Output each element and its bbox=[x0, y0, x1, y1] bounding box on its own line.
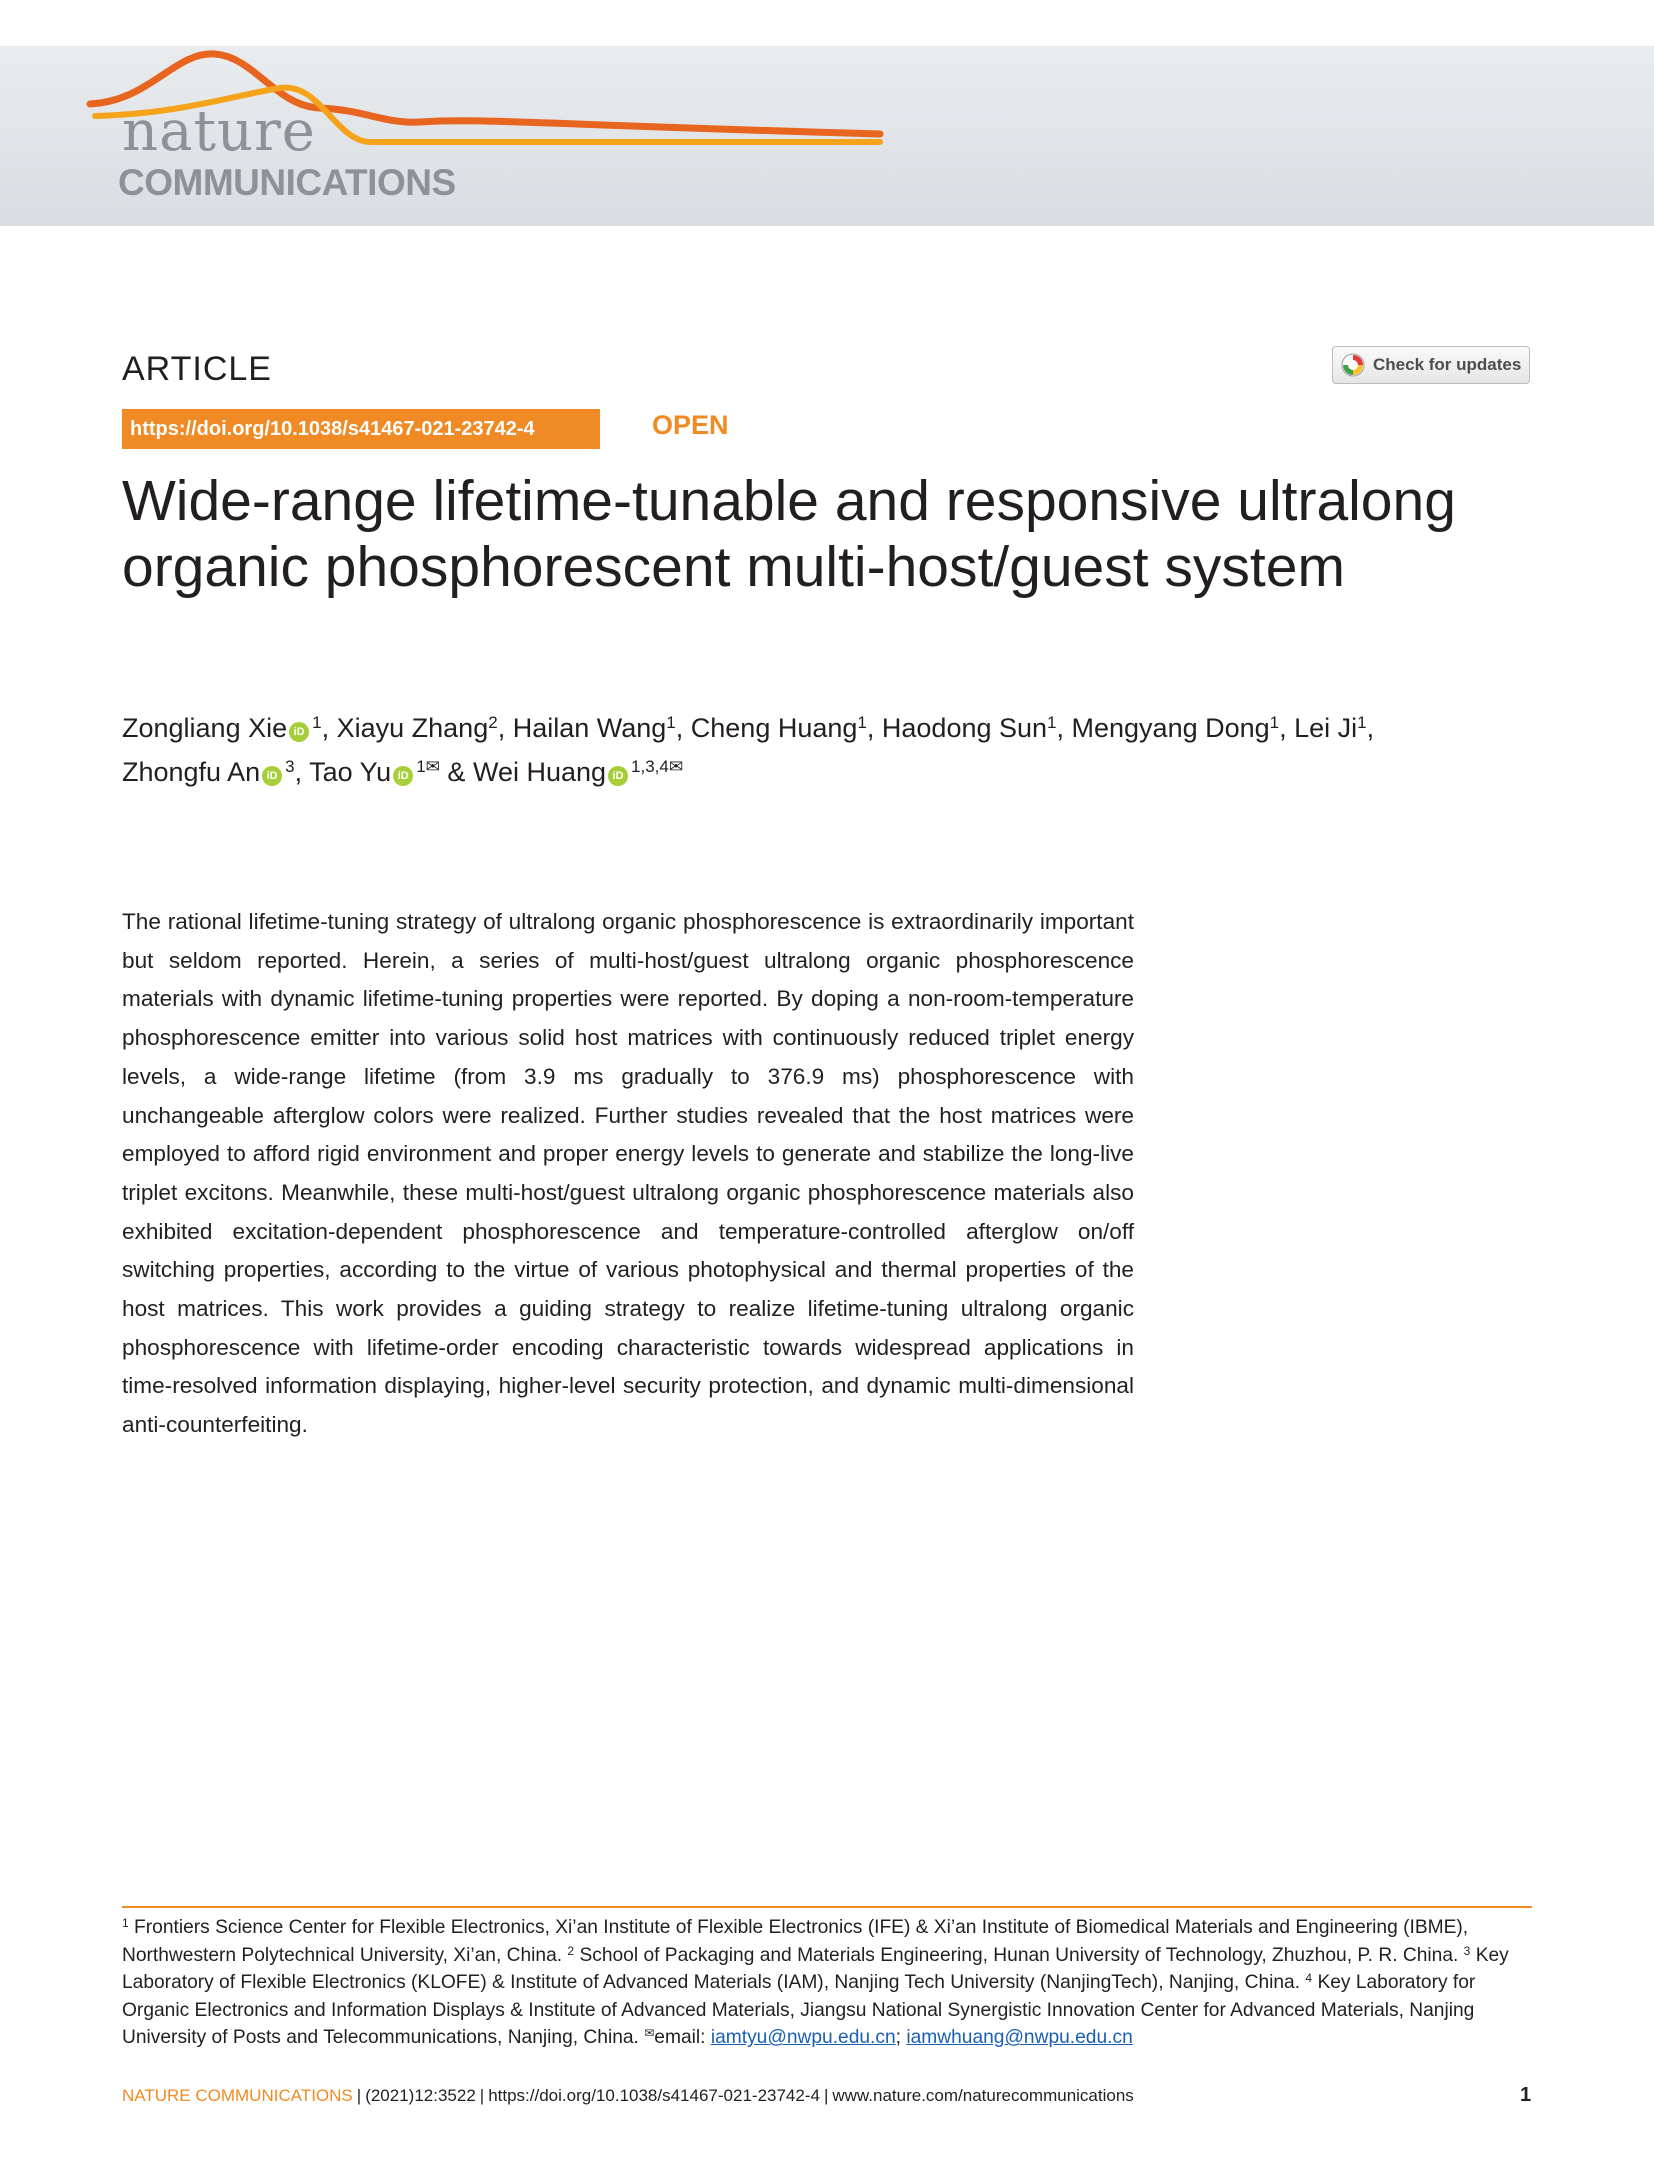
author-affiliation-number: 3 bbox=[285, 757, 295, 776]
author-name[interactable]: Haodong Sun bbox=[881, 713, 1048, 743]
affiliation-1: Frontiers Science Center for Flexible Electronics, Xi’an Institute of Flexible Electronics (IFE) & Xi’an Institute of Biomedical Materials and Engineering (IBME), Northwestern Polytechnical University, Xi’an, China. bbox=[122, 1917, 1469, 1966]
author-affiliation-number: 1 bbox=[1269, 713, 1280, 732]
author-name[interactable]: Zongliang Xie bbox=[122, 713, 288, 743]
author-conjunction: & bbox=[447, 757, 466, 787]
affiliation-divider bbox=[122, 1906, 1532, 1908]
footer-journal-name: NATURE COMMUNICATIONS bbox=[122, 2086, 353, 2105]
affiliation-4: Key Laboratory for Organic Electronics and Information Displays & Institute of Advanced Materials, Jiangsu National Synergistic Innovation Center for Advanced Materials, Nanjing University of Posts and Telecommunications, Nanjing, China. bbox=[122, 1972, 1476, 2049]
affiliation-3: Key Laboratory of Flexible Electronics (KLOFE) & Institute of Advanced Materials (IAM), Nanjing Tech University (NanjingTech), Nanjing, China. bbox=[122, 1944, 1509, 1994]
author-affiliation-number: 1 bbox=[666, 713, 676, 732]
author-affiliation-number: 2 bbox=[488, 713, 498, 732]
orcid-icon[interactable]: iD bbox=[262, 766, 282, 786]
open-access-label: OPEN bbox=[652, 410, 729, 440]
author-affiliation-number: 1 bbox=[312, 713, 322, 732]
article-title: Wide-range lifetime-tunable and responsive ultralong organic phosphorescent multi-host/guest system bbox=[122, 469, 1456, 599]
author-name[interactable]: Xiayu Zhang bbox=[336, 713, 489, 743]
email-label: email: bbox=[654, 2027, 706, 2049]
envelope-icon: ✉ bbox=[644, 2026, 655, 2041]
author-name[interactable]: Hailan Wang bbox=[512, 713, 667, 743]
author-name[interactable]: Mengyang Dong bbox=[1071, 713, 1270, 743]
affiliation-number: 3 bbox=[1463, 1943, 1471, 1958]
affiliation-number: 2 bbox=[567, 1943, 575, 1958]
footer-website-link[interactable]: www.nature.com/naturecommunications bbox=[832, 2086, 1134, 2105]
author-affiliation-number: 1✉ bbox=[416, 757, 440, 776]
journal-logo-communications[interactable]: COMMUNICATIONS bbox=[118, 162, 456, 203]
article-type-label: ARTICLE bbox=[122, 350, 272, 388]
author-affiliation-number: 1 bbox=[857, 713, 867, 732]
author-list: Zongliang Xie iD $^1$, Xiayu Zhang$^2$, Hailan Wang$^1$, Cheng Huang$^1$, Haodong Sun$^1$, Mengyang Dong$^1$, Lei Ji$^1$, Zhongfu An iD $^3$, Tao Yu iD $^{1✉}$ & Wei Huang iD $^{1,3,4✉}$ bbox=[122, 713, 1375, 787]
footer-separator: | bbox=[479, 2086, 485, 2105]
footer-separator: | bbox=[823, 2086, 829, 2105]
affiliation-number: 4 bbox=[1305, 1971, 1313, 1986]
journal-logo-nature[interactable]: nature bbox=[122, 99, 316, 164]
email-separator: ; bbox=[895, 2027, 901, 2049]
check-for-updates-label: Check for updates bbox=[1373, 355, 1522, 374]
page-footer bbox=[122, 2086, 1492, 2106]
author-affiliation-number: 1,3,4✉ bbox=[631, 757, 684, 776]
affiliation-2: School of Packaging and Materials Engineering, Hunan University of Technology, Zhuzhou, P. R. China. bbox=[579, 1944, 1459, 1966]
orcid-icon[interactable]: iD bbox=[608, 766, 628, 786]
doi-link[interactable]: https://doi.org/10.1038/s41467-021-23742-4 bbox=[130, 417, 535, 440]
affiliations-block bbox=[122, 1914, 1532, 2052]
footer-doi-link[interactable]: https://doi.org/10.1038/s41467-021-23742-4 bbox=[488, 2086, 820, 2105]
author-name[interactable]: Wei Huang bbox=[472, 757, 607, 787]
author-name[interactable]: Zhongfu An bbox=[122, 757, 261, 787]
author-name[interactable]: Lei Ji bbox=[1294, 713, 1358, 743]
email-link-1[interactable]: iamtyu@nwpu.edu.cn bbox=[710, 2027, 896, 2049]
abstract-text: The rational lifetime-tuning strategy of ultralong organic phosphorescence is extraordinarily important but seldom reported. Herein, a series of multi-host/guest ultralong organic phosphorescence materials with dynamic lifetime-tuning properties were reported. By doping a non-room-temperature phosphorescence emitter into various solid host matrices with continuously reduced triplet energy levels, a wide-range lifetime (from 3.9 ms gradually to 376.9 ms) phosphorescence with unchangeable afterglow colors were realized. Further studies revealed that the host matrices were employed to afford rigid environment and proper energy levels to generate and stabilize the long-live triplet excitons. Meanwhile, these multi-host/guest ultralong organic phosphorescence materials also exhibited excitation-dependent phosphorescence and temperature-controlled afterglow on/off switching properties, according to the virtue of various photophysical and thermal properties of the host matrices. This work provides a guiding strategy to realize lifetime-tuning ultralong organic phosphorescence with lifetime-order encoding characteristic towards widespread applications in time-resolved information displaying, higher-level security protection, and dynamic multi-dimensional anti-counterfeiting. bbox=[122, 909, 1134, 1438]
author-name[interactable]: Tao Yu bbox=[309, 757, 392, 787]
page-number: 1 bbox=[1520, 2084, 1532, 2106]
doi-link-box[interactable] bbox=[122, 409, 600, 449]
orcid-icon[interactable]: iD bbox=[289, 722, 309, 742]
footer-citation: (2021)12:3522 bbox=[365, 2086, 476, 2105]
footer-separator: | bbox=[356, 2086, 362, 2105]
author-name[interactable]: Cheng Huang bbox=[690, 713, 858, 743]
orcid-icon[interactable]: iD bbox=[393, 766, 413, 786]
check-updates-icon bbox=[1341, 353, 1365, 377]
check-for-updates-button[interactable] bbox=[1332, 346, 1530, 384]
author-affiliation-number: 1 bbox=[1047, 713, 1057, 732]
affiliation-number: 1 bbox=[122, 1916, 129, 1930]
author-affiliation-number: 1 bbox=[1357, 713, 1367, 732]
email-link-2[interactable]: iamwhuang@nwpu.edu.cn bbox=[906, 2027, 1133, 2049]
